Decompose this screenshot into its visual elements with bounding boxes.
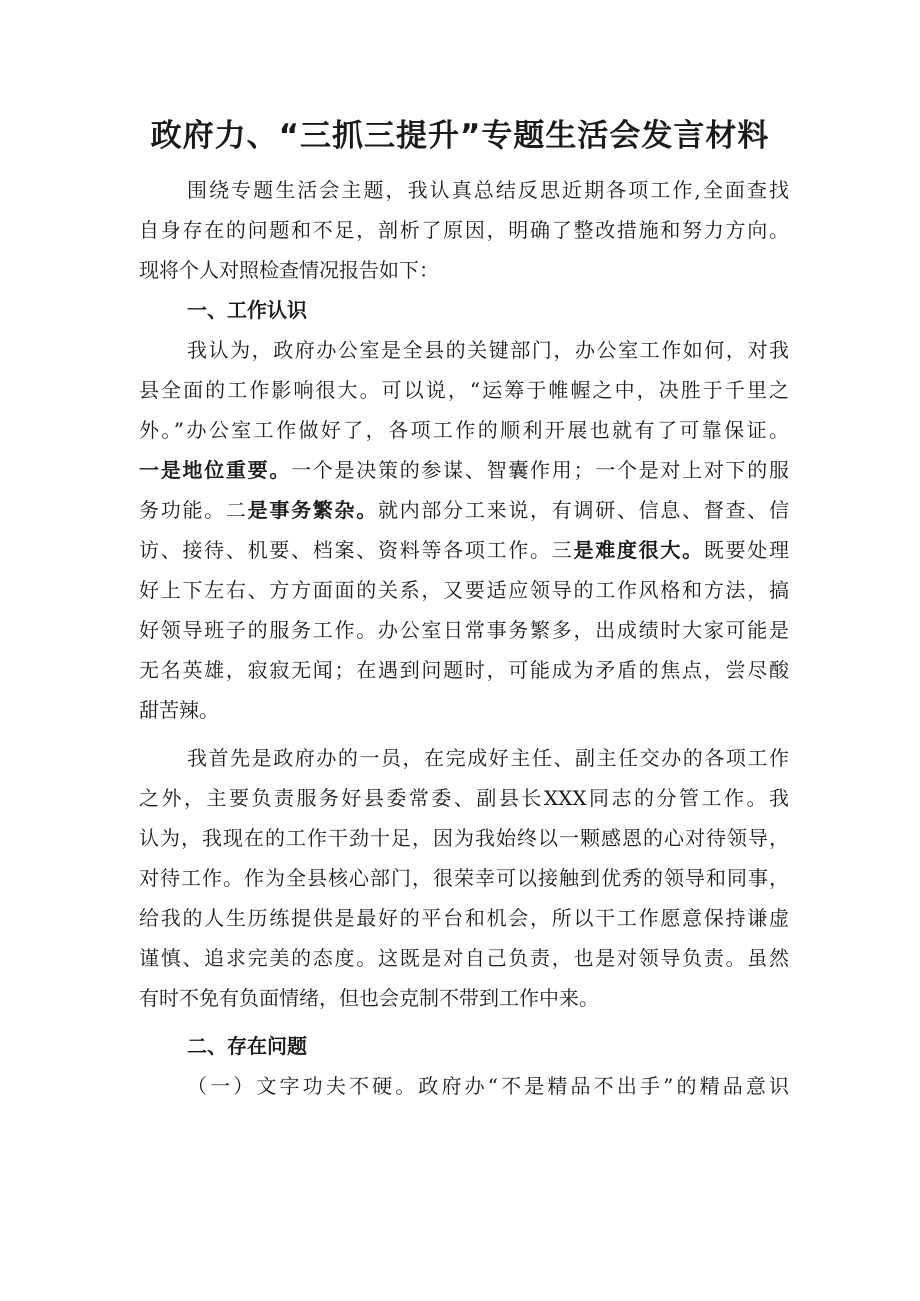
intro-line-1: 围绕专题生活会主题，我认真总结反思近期各项工作,全面查找	[187, 178, 789, 202]
para1-line-6	[139, 530, 789, 570]
paragraph-gap-2	[139, 1018, 789, 1026]
point-three-bold: 是难度很大。	[573, 538, 704, 562]
para1-line-3: 外。”办公室工作做好了，各项工作的顺利开展也就有了可靠保证。	[139, 418, 789, 442]
document-body	[139, 170, 789, 1106]
intro-line-3: 现将个人对照检查情况报告如下：	[139, 258, 439, 282]
section-heading-2: 二、存在问题	[187, 1034, 307, 1058]
para1-line-4	[139, 450, 789, 490]
point-one-bold: 一是地位重要。	[139, 458, 292, 482]
para1-line-5	[139, 490, 789, 530]
para2-line-5: 给我的人生历练提供是最好的平台和机会，所以干工作愿意保持谦虚	[139, 906, 789, 930]
para2-line-3: 认为，我现在的工作干劲十足，因为我始终以一颗感恩的心对待领导，	[139, 826, 789, 850]
para1-line-2: 县全面的工作影响很大。可以说，“运筹于帷幄之中，决胜于千里之	[139, 378, 789, 402]
point-two-bold: 是事务繁杂。	[247, 498, 378, 522]
para1-line-8: 好领导班子的服务工作。办公室日常事务繁多，出成绩时大家可能是	[139, 618, 789, 642]
point-three-lead: 访、接待、机要、档案、资料等各项工作。三	[139, 538, 574, 562]
paragraph-gap	[139, 730, 789, 738]
para2-line-7: 有时不免有负面情绪，但也会克制不带到工作中来。	[139, 986, 599, 1010]
point-three-text: 既要处理	[703, 538, 790, 562]
para1-line-1: 我认为，政府办公室是全县的关键部门，办公室工作如何，对我	[187, 338, 789, 362]
point-one-text: 一个是决策的参谋、智囊作用；一个是对上对下的服	[291, 458, 790, 482]
document-title: 政府力、“三抓三提升”专题生活会发言材料	[150, 118, 770, 154]
para2-line-4: 对待工作。作为全县核心部门，很荣幸可以接触到优秀的领导和同事，	[139, 866, 789, 890]
para1-line-10: 甜苦辣。	[139, 698, 219, 722]
para3-line-1: （一）文字功夫不硬。政府办“不是精品不出手”的精品意识	[187, 1074, 789, 1098]
point-two-lead: 务功能。二	[139, 498, 248, 522]
section-heading-1: 一、工作认识	[187, 298, 307, 322]
intro-line-2: 自身存在的问题和不足，剖析了原因，明确了整改措施和努力方向。	[139, 218, 789, 242]
point-two-text: 就内部分工来说，有调研、信息、督查、信	[377, 498, 790, 522]
para1-line-9: 无名英雄，寂寂无闻；在遇到问题时，可能成为矛盾的焦点，尝尽酸	[139, 658, 789, 682]
para1-line-7: 好上下左右、方方面面的关系，又要适应领导的工作风格和方法，搞	[139, 578, 789, 602]
para2-line-1: 我首先是政府办的一员，在完成好主任、副主任交办的各项工作	[187, 746, 789, 770]
para2-line-2: 之外，主要负责服务好县委常委、副县长XXX同志的分管工作。我	[139, 786, 789, 810]
para2-line-6: 谨慎、追求完美的态度。这既是对自己负责，也是对领导负责。虽然	[139, 946, 789, 970]
